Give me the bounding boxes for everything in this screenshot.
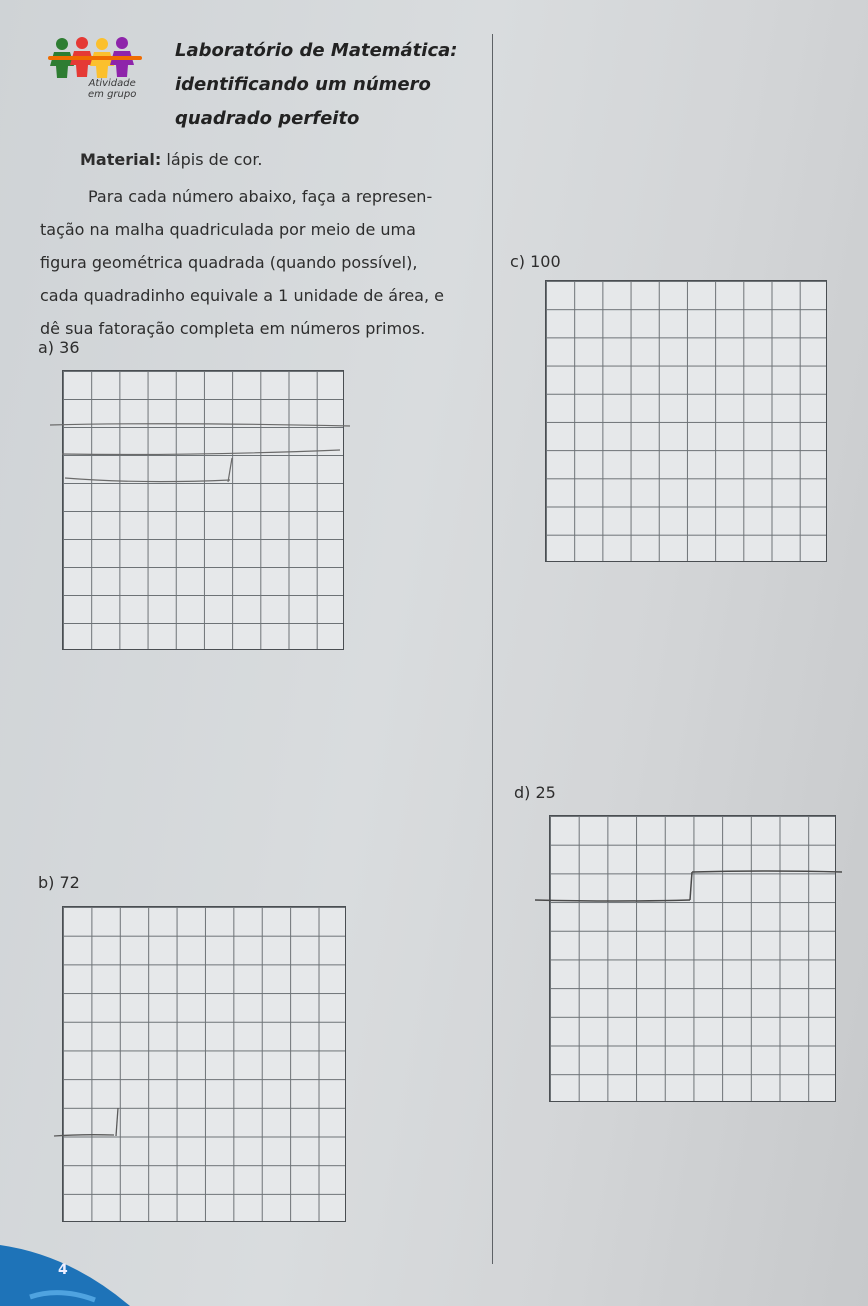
instruction-line-5: dê sua fatoração completa em números primos. [40,319,426,338]
material-value: lápis de cor. [161,150,263,169]
material-label: Material: [80,150,162,169]
instruction-line-3: figura geométrica quadrada (quando possível), [40,253,418,272]
title-line-2: identificando um número [175,74,431,95]
badge-line-2: em grupo [88,89,137,100]
instruction-line-2: tação na malha quadriculada por meio de uma [40,220,416,239]
page-title [175,34,457,136]
item-a-grid[interactable] [62,370,344,650]
item-c-label: c) 100 [510,252,561,271]
instructions-paragraph [40,180,480,345]
instruction-line-4: cada quadradinho equivale a 1 unidade de área, e [40,286,444,305]
item-d-label: d) 25 [514,783,556,802]
item-c-grid[interactable] [545,280,827,562]
item-b-label: b) 72 [38,873,80,892]
badge-line-1: Atividade [88,78,136,89]
instruction-line-1: Para cada número abaixo, faça a represen- [88,187,433,206]
title-line-3: quadrado perfeito [175,108,360,129]
title-line-1: Laboratório de Matemática: [175,40,458,61]
material-line [80,150,263,169]
column-divider [492,34,493,1264]
item-a-label: a) 36 [38,338,80,357]
page-number: 4 [58,1262,68,1278]
children-holding-hands-icon [40,34,165,114]
activity-badge [88,78,136,100]
item-d-grid[interactable] [549,815,836,1102]
item-b-grid[interactable] [62,906,346,1222]
